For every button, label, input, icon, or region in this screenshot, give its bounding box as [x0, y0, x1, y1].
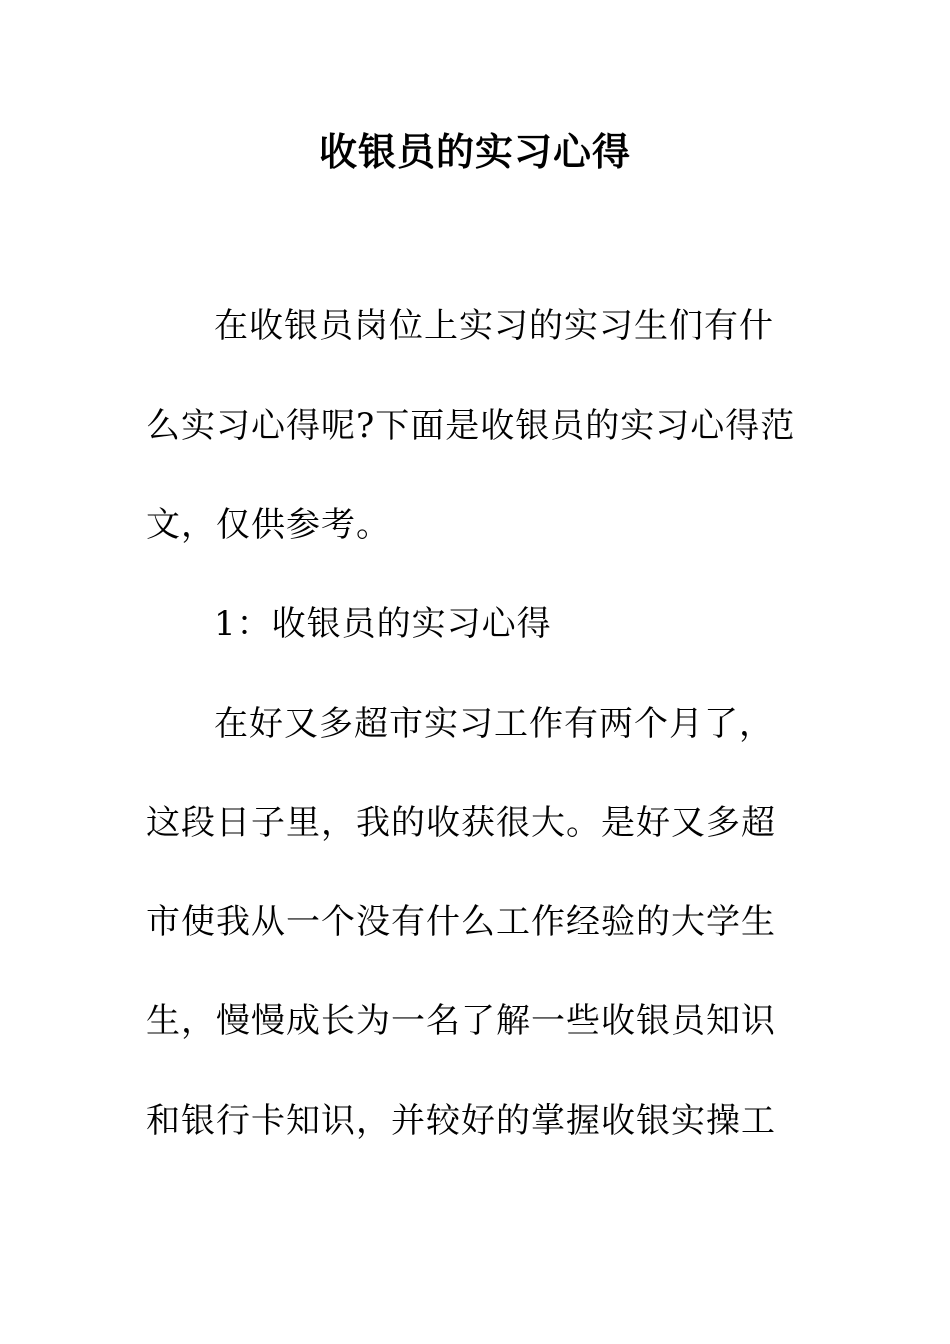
paragraph-line: 在好又多超市实习工作有两个月了，: [214, 704, 774, 744]
paragraph-line: 市使我从一个没有什么工作经验的大学生: [146, 902, 776, 942]
section-heading: 1：收银员的实习心得: [214, 604, 552, 644]
paragraph-line: 在收银员岗位上实习的实习生们有什: [214, 306, 774, 346]
paragraph-line: 文，仅供参考。: [146, 505, 391, 545]
paragraph-line: 么实习心得呢?下面是收银员的实习心得范: [146, 406, 796, 446]
paragraph-line: 这段日子里，我的收获很大。是好又多超: [146, 803, 776, 843]
paragraph-line: 和银行卡知识，并较好的掌握收银实操工: [146, 1101, 776, 1141]
paragraph-line: 生，慢慢成长为一名了解一些收银员知识: [146, 1001, 776, 1041]
document-title: 收银员的实习心得: [318, 129, 631, 174]
